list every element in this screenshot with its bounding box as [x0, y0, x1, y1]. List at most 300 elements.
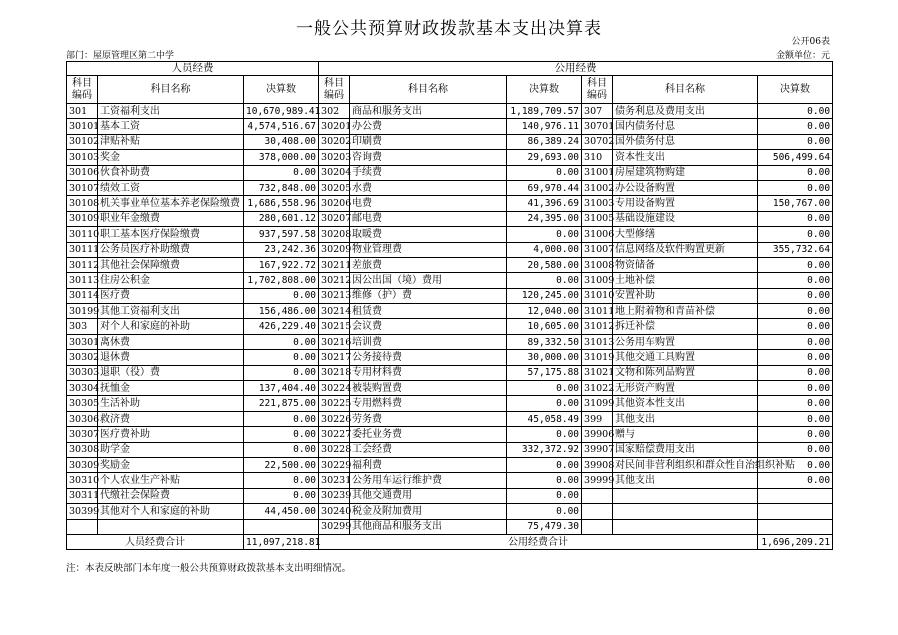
amount-cell: 69,970.44 [507, 180, 582, 195]
table-row [67, 134, 833, 149]
amount-cell: 0.00 [244, 288, 319, 303]
subject-code-cell: 30239 [319, 488, 350, 503]
subject-code-cell: 30109 [67, 211, 98, 226]
subject-code-cell: 30701 [582, 119, 613, 134]
subject-name-cell: 赠与 [613, 427, 758, 442]
public-total-label: 公用经费合计 [319, 534, 758, 549]
amount-cell: 12,040.00 [507, 304, 582, 319]
personnel-total-label: 人员经费合计 [67, 534, 244, 549]
subject-name-cell: 国外债务付息 [613, 134, 758, 149]
subject-name-cell: 房屋建筑物购建 [613, 165, 758, 180]
subject-code-cell: 30213 [319, 288, 350, 303]
amount-cell: 355,732.64 [758, 242, 833, 257]
subject-code-cell: 30110 [67, 227, 98, 242]
subject-code-cell: 30399 [67, 504, 98, 519]
subject-name-cell: 商品和服务支出 [350, 104, 507, 119]
subject-code-cell: 31009 [582, 273, 613, 288]
subject-code-cell: 31003 [582, 196, 613, 211]
amount-cell: 0.00 [758, 473, 833, 488]
table-row [67, 365, 833, 380]
subject-name-cell: 物业管理费 [350, 242, 507, 257]
amount-cell: 0.00 [507, 165, 582, 180]
subject-code-cell: 30240 [319, 504, 350, 519]
amount-cell: 86,389.24 [507, 134, 582, 149]
subject-code-cell: 31013 [582, 334, 613, 349]
subject-code-cell: 30303 [67, 365, 98, 380]
amount-cell: 57,175.88 [507, 365, 582, 380]
subject-code-cell: 30216 [319, 334, 350, 349]
amount-cell: 89,332.50 [507, 334, 582, 349]
subject-name-cell: 委托业务费 [350, 427, 507, 442]
subject-name-cell: 专用设备购置 [613, 196, 758, 211]
amount-cell: 0.00 [244, 488, 319, 503]
table-row [67, 257, 833, 272]
form-number: 公开06表 [791, 37, 830, 47]
amount-cell: 0.00 [507, 488, 582, 503]
subject-code-cell: 31006 [582, 227, 613, 242]
subject-name-cell: 印刷费 [350, 134, 507, 149]
subject-code-cell: 31099 [582, 396, 613, 411]
subject-name-cell: 大型修缮 [613, 227, 758, 242]
amount-cell: 732,848.00 [244, 180, 319, 195]
subject-code-cell: 30217 [319, 350, 350, 365]
amount-cell: 0.00 [758, 119, 833, 134]
subject-name-cell: 绩效工资 [98, 180, 244, 195]
subject-code-cell: 30228 [319, 442, 350, 457]
subject-code-cell: 30207 [319, 211, 350, 226]
subject-code-cell: 31010 [582, 288, 613, 303]
amount-cell: 10,670,989.41 [244, 104, 319, 119]
code-header: 科目 编码 [67, 76, 98, 104]
amount-cell: 0.00 [758, 381, 833, 396]
subject-code-cell: 30204 [319, 165, 350, 180]
amount-cell: 332,372.92 [507, 442, 582, 457]
table-row [67, 227, 833, 242]
subject-name-cell: 其他支出 [613, 411, 758, 426]
subject-code-cell [67, 519, 98, 534]
table-row [67, 150, 833, 165]
report-title: 一般公共预算财政拨款基本支出决算表 [296, 19, 602, 39]
subject-code-cell: 310 [582, 150, 613, 165]
subject-name-cell: 办公设备购置 [613, 180, 758, 195]
code-header: 科目 编码 [319, 76, 350, 104]
subject-code-cell: 30307 [67, 427, 98, 442]
subject-code-cell: 30211 [319, 257, 350, 272]
amount-cell: 0.00 [244, 365, 319, 380]
subject-name-cell [613, 488, 758, 503]
subject-code-cell [582, 488, 613, 503]
table-row [67, 165, 833, 180]
subject-name-cell: 职工基本医疗保险缴费 [98, 227, 244, 242]
header-group-row [67, 62, 833, 76]
amount-cell: 0.00 [758, 365, 833, 380]
amount-cell: 0.00 [758, 180, 833, 195]
subject-code-cell: 31012 [582, 319, 613, 334]
subject-code-cell: 31008 [582, 257, 613, 272]
subject-name-cell: 其他工资福利支出 [98, 304, 244, 319]
subject-name-cell: 信息网络及软件购置更新 [613, 242, 758, 257]
subject-name-cell: 其他交通费用 [350, 488, 507, 503]
subject-name-cell: 住房公积金 [98, 273, 244, 288]
amount-cell: 30,408.00 [244, 134, 319, 149]
table-row [67, 504, 833, 519]
table-row [67, 411, 833, 426]
subject-code-cell: 30229 [319, 457, 350, 472]
subject-code-cell [582, 504, 613, 519]
subject-code-cell: 30209 [319, 242, 350, 257]
subject-name-cell: 基础设施建设 [613, 211, 758, 226]
subject-name-cell: 其他对个人和家庭的补助 [98, 504, 244, 519]
amount-cell: 137,404.40 [244, 381, 319, 396]
subject-code-cell: 31021 [582, 365, 613, 380]
table-row [67, 288, 833, 303]
amount-cell [758, 488, 833, 503]
amount-cell: 0.00 [758, 104, 833, 119]
table-row [67, 119, 833, 134]
subject-name-cell: 奖励金 [98, 457, 244, 472]
subject-name-cell: 公务用车运行维护费 [350, 473, 507, 488]
subject-name-cell: 资本性支出 [613, 150, 758, 165]
footnote: 注：本表反映部门本年度一般公共预算财政拨款基本支出明细情况。 [66, 563, 352, 574]
amount-cell: 0.00 [758, 427, 833, 442]
subject-name-cell: 其他资本性支出 [613, 396, 758, 411]
subject-code-cell: 31022 [582, 381, 613, 396]
subject-code-cell: 30108 [67, 196, 98, 211]
department-label: 部门：屋原管理区第二中学 [66, 51, 175, 61]
subject-name-cell: 其他社会保障缴费 [98, 257, 244, 272]
subject-code-cell: 30309 [67, 457, 98, 472]
amount-cell: 1,189,709.57 [507, 104, 582, 119]
amount-cell: 0.00 [758, 442, 833, 457]
subject-name-cell: 机关事业单位基本养老保险缴费 [98, 196, 244, 211]
subject-name-cell: 办公费 [350, 119, 507, 134]
subject-name-cell: 地上附着物和青苗补偿 [613, 304, 758, 319]
subject-name-cell [98, 519, 244, 534]
subject-name-cell: 个人农业生产补贴 [98, 473, 244, 488]
subject-code-cell: 31019 [582, 350, 613, 365]
subject-code-cell: 39907 [582, 442, 613, 457]
table-row [67, 319, 833, 334]
subject-code-cell: 30199 [67, 304, 98, 319]
subject-name-cell [613, 519, 758, 534]
subject-code-cell: 30306 [67, 411, 98, 426]
amount-cell: 0.00 [758, 257, 833, 272]
subject-code-cell: 30103 [67, 150, 98, 165]
subject-name-cell: 国家赔偿费用支出 [613, 442, 758, 457]
name-header: 科目名称 [98, 76, 244, 104]
amount-cell: 506,499.64 [758, 150, 833, 165]
subject-name-cell: 土地补偿 [613, 273, 758, 288]
subject-code-cell: 30226 [319, 411, 350, 426]
amount-cell: 0.00 [758, 288, 833, 303]
subject-name-cell: 奖金 [98, 150, 244, 165]
subject-code-cell: 30205 [319, 180, 350, 195]
subject-code-cell: 30212 [319, 273, 350, 288]
subject-name-cell: 退职（役）费 [98, 365, 244, 380]
subject-name-cell: 培训费 [350, 334, 507, 349]
amount-cell: 0.00 [507, 504, 582, 519]
subject-code-cell: 30112 [67, 257, 98, 272]
subject-name-cell: 津贴补贴 [98, 134, 244, 149]
subject-name-cell: 离休费 [98, 334, 244, 349]
subject-code-cell: 30106 [67, 165, 98, 180]
unit-label: 金额单位：元 [775, 51, 830, 61]
amount-cell: 0.00 [758, 227, 833, 242]
subject-name-cell: 差旅费 [350, 257, 507, 272]
subject-code-cell: 30305 [67, 396, 98, 411]
amount-cell: 0.00 [244, 350, 319, 365]
table-row [67, 242, 833, 257]
subject-name-cell: 咨询费 [350, 150, 507, 165]
subject-code-cell: 30215 [319, 319, 350, 334]
subject-code-cell: 30206 [319, 196, 350, 211]
table-row [67, 180, 833, 195]
subject-name-cell: 电费 [350, 196, 507, 211]
subject-code-cell: 307 [582, 104, 613, 119]
subject-name-cell: 公务接待费 [350, 350, 507, 365]
expenditure-table [66, 61, 833, 550]
amount-cell: 22,500.00 [244, 457, 319, 472]
amount-cell: 937,597.58 [244, 227, 319, 242]
subject-code-cell: 30304 [67, 381, 98, 396]
amount-cell: 0.00 [758, 411, 833, 426]
amount-cell [758, 504, 833, 519]
table-row [67, 196, 833, 211]
subject-name-cell: 文物和陈列品购置 [613, 365, 758, 380]
totals-row [67, 534, 833, 549]
amount-cell: 0.00 [507, 381, 582, 396]
amount-cell: 0.00 [507, 457, 582, 472]
subject-code-cell: 30214 [319, 304, 350, 319]
amount-cell: 0.00 [758, 304, 833, 319]
subject-name-cell: 物资储备 [613, 257, 758, 272]
subject-code-cell: 31002 [582, 180, 613, 195]
subject-code-cell: 30301 [67, 334, 98, 349]
subject-code-cell: 31011 [582, 304, 613, 319]
amount-cell: 0.00 [758, 334, 833, 349]
amount-cell: 167,922.72 [244, 257, 319, 272]
subject-code-cell: 30102 [67, 134, 98, 149]
public-total-value: 1,696,209.21 [758, 534, 833, 549]
amount-cell: 280,601.12 [244, 211, 319, 226]
table-row [67, 104, 833, 119]
amount-cell: 0.00 [758, 396, 833, 411]
amount-cell: 0.00 [758, 350, 833, 365]
subject-code-cell: 30208 [319, 227, 350, 242]
subject-name-cell: 助学金 [98, 442, 244, 457]
table-row [67, 381, 833, 396]
subject-name-cell: 租赁费 [350, 304, 507, 319]
amount-cell: 41,396.69 [507, 196, 582, 211]
subject-code-cell [582, 519, 613, 534]
subject-name-cell: 拆迁补偿 [613, 319, 758, 334]
subject-name-cell: 伙食补助费 [98, 165, 244, 180]
amount-cell: 23,242.36 [244, 242, 319, 257]
amount-cell: 0.00 [244, 427, 319, 442]
amount-cell: 0.00 [758, 165, 833, 180]
amount-cell: 4,000.00 [507, 242, 582, 257]
amount-cell: 0.00 [507, 396, 582, 411]
amount-cell: 24,395.00 [507, 211, 582, 226]
subject-name-cell: 维修（护）费 [350, 288, 507, 303]
code-header: 科目 编码 [582, 76, 613, 104]
subject-code-cell: 30111 [67, 242, 98, 257]
table-row [67, 488, 833, 503]
subject-code-cell: 302 [319, 104, 350, 119]
amount-cell: 0.00 [758, 273, 833, 288]
amount-header: 决算数 [507, 76, 582, 104]
subject-code-cell: 30227 [319, 427, 350, 442]
subject-code-cell: 30114 [67, 288, 98, 303]
name-header: 科目名称 [350, 76, 507, 104]
subject-code-cell: 30101 [67, 119, 98, 134]
subject-code-cell: 30310 [67, 473, 98, 488]
amount-cell: 45,058.49 [507, 411, 582, 426]
subject-name-cell: 手续费 [350, 165, 507, 180]
amount-cell: 150,767.00 [758, 196, 833, 211]
amount-cell: 156,486.00 [244, 304, 319, 319]
subject-name-cell: 工会经费 [350, 442, 507, 457]
subject-code-cell: 30218 [319, 365, 350, 380]
amount-cell: 0.00 [244, 411, 319, 426]
subject-name-cell: 医疗费 [98, 288, 244, 303]
subject-code-cell: 30302 [67, 350, 98, 365]
subject-name-cell: 无形资产购置 [613, 381, 758, 396]
amount-cell: 426,229.40 [244, 319, 319, 334]
amount-cell: 20,580.00 [507, 257, 582, 272]
subject-name-cell: 救济费 [98, 411, 244, 426]
amount-cell [244, 519, 319, 534]
subject-name-cell: 因公出国（境）费用 [350, 273, 507, 288]
subject-name-cell: 对民间非营利组织和群众性自治组织补贴 [613, 457, 758, 472]
amount-cell: 0.00 [244, 165, 319, 180]
subject-code-cell: 30107 [67, 180, 98, 195]
subject-name-cell: 公务用车购置 [613, 334, 758, 349]
amount-cell: 0.00 [507, 273, 582, 288]
subject-code-cell: 39908 [582, 457, 613, 472]
subject-code-cell: 30201 [319, 119, 350, 134]
amount-cell: 0.00 [507, 473, 582, 488]
subject-name-cell: 安置补助 [613, 288, 758, 303]
header-column-row [67, 76, 833, 104]
amount-cell: 44,450.00 [244, 504, 319, 519]
subject-code-cell: 303 [67, 319, 98, 334]
subject-name-cell: 其他交通工具购置 [613, 350, 758, 365]
table-body [67, 104, 833, 535]
subject-name-cell: 债务利息及费用支出 [613, 104, 758, 119]
subject-code-cell: 30702 [582, 134, 613, 149]
amount-cell [758, 519, 833, 534]
amount-cell: 0.00 [758, 134, 833, 149]
subject-name-cell: 被装购置费 [350, 381, 507, 396]
subject-code-cell: 30311 [67, 488, 98, 503]
amount-cell: 221,875.00 [244, 396, 319, 411]
subject-name-cell: 代缴社会保险费 [98, 488, 244, 503]
amount-cell: 0.00 [244, 473, 319, 488]
amount-cell: 0.00 [758, 319, 833, 334]
subject-name-cell: 抚恤金 [98, 381, 244, 396]
amount-cell: 378,000.00 [244, 150, 319, 165]
subject-code-cell: 30308 [67, 442, 98, 457]
table-row [67, 473, 833, 488]
subject-name-cell: 取暖费 [350, 227, 507, 242]
public-header: 公用经费 [319, 62, 833, 76]
table-row [67, 427, 833, 442]
subject-name-cell: 工资福利支出 [98, 104, 244, 119]
subject-name-cell: 其他商品和服务支出 [350, 519, 507, 534]
subject-name-cell: 公务员医疗补助缴费 [98, 242, 244, 257]
subject-name-cell: 退休费 [98, 350, 244, 365]
subject-name-cell: 生活补助 [98, 396, 244, 411]
table-row [67, 457, 833, 472]
subject-name-cell: 专用材料费 [350, 365, 507, 380]
amount-header: 决算数 [244, 76, 319, 104]
amount-cell: 0.00 [758, 457, 833, 472]
table-row [67, 442, 833, 457]
name-header: 科目名称 [613, 76, 758, 104]
subject-name-cell: 邮电费 [350, 211, 507, 226]
subject-code-cell: 30231 [319, 473, 350, 488]
table-row [67, 350, 833, 365]
amount-cell: 10,605.00 [507, 319, 582, 334]
amount-cell: 1,686,558.96 [244, 196, 319, 211]
subject-code-cell: 30225 [319, 396, 350, 411]
amount-cell: 1,702,808.00 [244, 273, 319, 288]
amount-cell: 0.00 [244, 442, 319, 457]
subject-name-cell: 职业年金缴费 [98, 211, 244, 226]
amount-cell: 140,976.11 [507, 119, 582, 134]
subject-code-cell: 39999 [582, 473, 613, 488]
subject-code-cell: 30299 [319, 519, 350, 534]
subject-code-cell: 31001 [582, 165, 613, 180]
amount-cell: 120,245.00 [507, 288, 582, 303]
personnel-header: 人员经费 [67, 62, 319, 76]
amount-cell: 0.00 [758, 211, 833, 226]
subject-code-cell: 301 [67, 104, 98, 119]
table-row [67, 273, 833, 288]
amount-cell: 4,574,516.67 [244, 119, 319, 134]
amount-cell: 30,000.00 [507, 350, 582, 365]
subject-name-cell: 专用燃料费 [350, 396, 507, 411]
subject-name-cell: 基本工资 [98, 119, 244, 134]
subject-code-cell: 31007 [582, 242, 613, 257]
personnel-total-value: 11,097,218.81 [244, 534, 319, 549]
subject-name-cell: 会议费 [350, 319, 507, 334]
subject-code-cell: 31005 [582, 211, 613, 226]
subject-name-cell: 福利费 [350, 457, 507, 472]
table-row [67, 519, 833, 534]
subject-name-cell: 税金及附加费用 [350, 504, 507, 519]
table-row [67, 304, 833, 319]
amount-cell: 0.00 [507, 427, 582, 442]
table-row [67, 211, 833, 226]
subject-code-cell: 30202 [319, 134, 350, 149]
amount-cell: 75,479.30 [507, 519, 582, 534]
subject-code-cell: 39906 [582, 427, 613, 442]
subject-code-cell: 399 [582, 411, 613, 426]
table-row [67, 396, 833, 411]
subject-name-cell: 对个人和家庭的补助 [98, 319, 244, 334]
amount-cell: 29,693.00 [507, 150, 582, 165]
subject-name-cell: 国内债务付息 [613, 119, 758, 134]
subject-code-cell: 30224 [319, 381, 350, 396]
subject-name-cell: 水费 [350, 180, 507, 195]
subject-name-cell: 劳务费 [350, 411, 507, 426]
subject-code-cell: 30203 [319, 150, 350, 165]
subject-name-cell: 医疗费补助 [98, 427, 244, 442]
amount-header: 决算数 [758, 76, 833, 104]
amount-cell: 0.00 [244, 334, 319, 349]
